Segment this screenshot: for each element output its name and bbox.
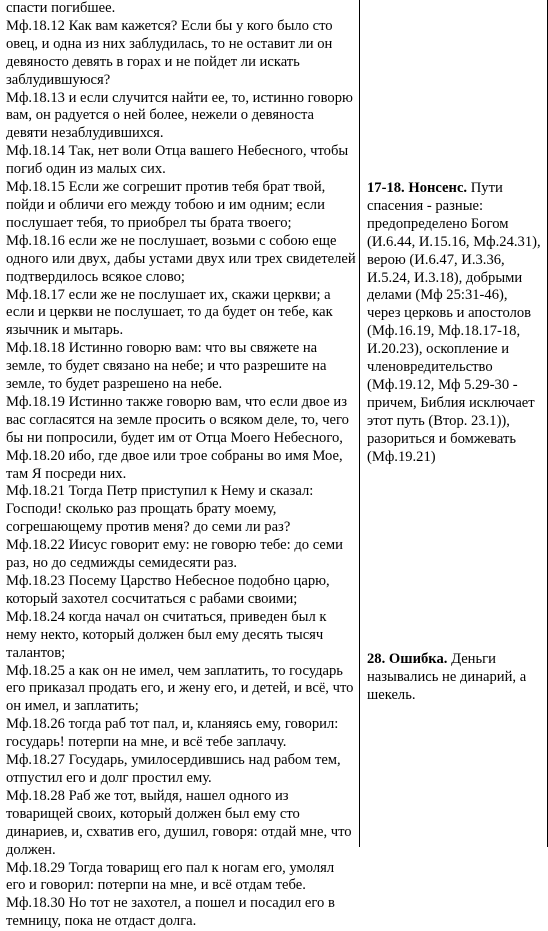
scripture-verse-18-16: Мф.18.16 если же не послушает, возьми с собою еще одного или двух, дабы устами двух или трех свидетелей подтвердилось всякое слово; (6, 232, 356, 285)
scripture-verse-18-21: Мф.18.21 Тогда Петр приступил к Нему и сказал: Господи! сколько раз прощать брату моему, согрешающему против меня? до семи ли раз? (6, 483, 314, 536)
commentary-note-text (367, 180, 542, 467)
commentary-note-body: Деньги назывались не динарий, а шекель. (367, 651, 527, 703)
scripture-verse-18-18: Мф.18.18 Истинно говорю вам: что вы свяжете на земле, то будет связано на небе; и что разрешите на земле, то будет разрешено на небе. (6, 340, 327, 393)
scripture-verse-18-29: Мф.18.29 Тогда товарищ его пал к ногам его, умолял его и говорил: потерпи на мне, и всё отдам тебе. (6, 859, 335, 894)
commentary-note-body: Пути спасения - разные: предопределено Богом (И.6.44, И.15.16, Мф.24.31), верою (И.6.47, И.3.36, И.5.24, И.3.18), добрыми делами (Мф 25:31-46), через церковь и апостолов (Мф.16.19, Мф.18.17-18, И.20.23), оскопление и членовредительство (Мф.19.12, Мф 5.29-30 - причем, Библия исключает этот путь (Втор. 23.1)), разориться и бомжевать (Мф.19.21) (367, 180, 541, 465)
scripture-verse-18-30: Мф.18.30 Но тот не захотел, а пошел и посадил его в темницу, пока не отдаст долга. (6, 895, 335, 930)
commentary-note-error (367, 651, 542, 705)
scripture-paragraph: спасти погибшее. (6, 0, 116, 16)
scripture-verse-18-13: Мф.18.13 и если случится найти ее, то, истинно говорю вам, он радуется о ней более, нежели о девяноста девяти незаблудившихся. (6, 89, 353, 142)
scripture-verse-18-22: Мф.18.22 Иисус говорит ему: не говорю тебе: до семи раз, но до седмижды семидесяти раз. (6, 537, 343, 572)
scripture-verse-18-12: Мф.18.12 Как вам кажется? Если бы у кого было сто овец, и одна из них заблудилась, то не оставит ли он девяносто девять в горах и не пойдет ли искать заблудившуюся? (6, 17, 333, 88)
scripture-verse-18-24: Мф.18.24 когда начал он считаться, приведен был к нему некто, который должен был ему десять тысяч талантов; (6, 608, 327, 661)
scripture-verse-18-14: Мф.18.14 Так, нет воли Отца вашего Небесного, чтобы погиб один из малых сих. (6, 143, 349, 178)
commentary-note-nonsense (367, 180, 542, 467)
scripture-verse-18-19: Мф.18.19 Истинно также говорю вам, что если двое из вас согласятся на земле просить о всяком деле, то, чего бы ни попросили, будет им от Отца Моего Небесного, (6, 393, 349, 446)
scripture-verse-18-17: Мф.18.17 если же не послушает их, скажи церкви; а если и церкви не послушает, то да будет он тебе, как язычник и мытарь. (6, 286, 333, 339)
scripture-verse-18-23: Мф.18.23 Посему Царство Небесное подобно царю, который захотел сосчитаться с рабами своими; (6, 573, 330, 607)
commentary-note-heading: 28. Ошибка. (367, 651, 448, 667)
column-divider (359, 0, 360, 847)
scripture-verse-18-25: Мф.18.25 а как он не имел, чем заплатить, то государь его приказал продать его, и жену его, и детей, и всё, что он имел, и заплатить; (6, 662, 354, 715)
scripture-verse-18-15: Мф.18.15 Если же согрешит против тебя брат твой, пойди и обличи его между тобою и им одним; если послушает тебя, то приобрел ты брата твоего; (6, 179, 326, 231)
commentary-note-text (367, 651, 542, 705)
scripture-column (6, 0, 357, 931)
scripture-verse-18-20: Мф.18.20 ибо, где двое или трое собраны во имя Мое, там Я посреди них. (6, 447, 343, 482)
commentary-note-heading: 17-18. Нонсенс. (367, 180, 468, 196)
scripture-verse-18-26: Мф.18.26 тогда раб тот пал, и, кланяясь ему, говорил: государь! потерпи на мне, и всё тебе заплачу. (6, 716, 339, 751)
scripture-verse-18-28: Мф.18.28 Раб же тот, выйдя, нашел одного из товарищей своих, который должен был ему сто динариев, и, схватив его, душил, говоря: отдай мне, что должен. (6, 787, 352, 858)
scripture-verse-18-27: Мф.18.27 Государь, умилосердившись над рабом тем, отпустил его и долг простил ему. (6, 752, 341, 786)
